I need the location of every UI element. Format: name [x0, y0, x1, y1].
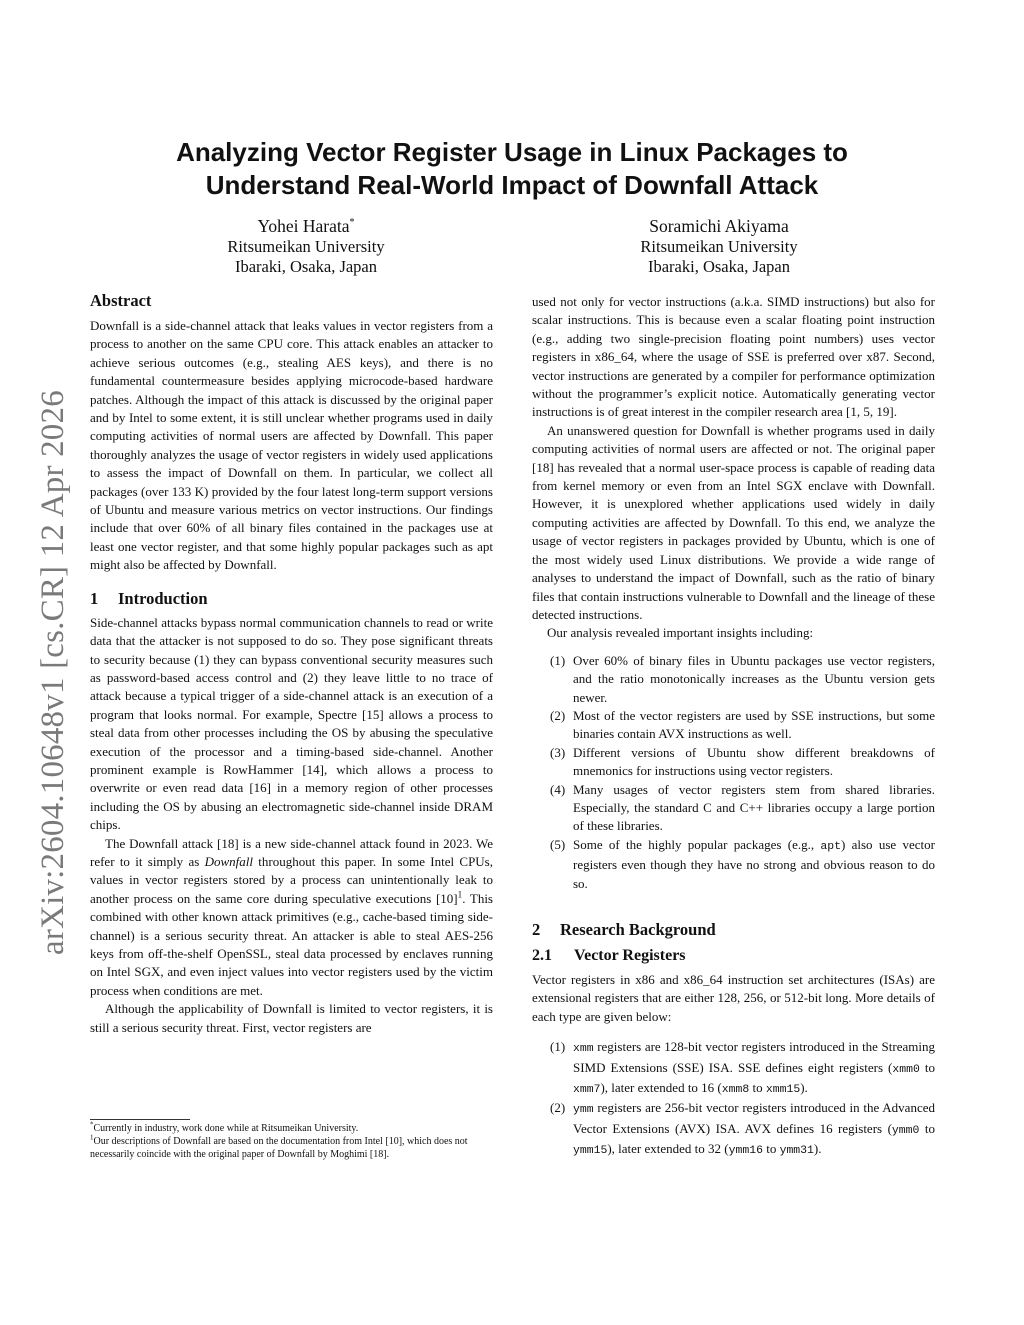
author-footnote-mark: * — [349, 217, 355, 229]
right-column — [532, 293, 935, 1161]
intro-paragraph: used not only for vector instructions (a.k.a. SIMD instructions) but also for scalar instructions. This is because even a scalar floating point instruction (e.g., adding two single-precision floating point numbers) uses vector registers in x86_64, where the usage of SSE is preferred over x87. Second, vector instructions are generated by a compiler for performance optimization without the programmer’s explicit notice. Automatically generating vector instructions is of great interest in the compiler research area [1, 5, 19]. — [532, 294, 935, 420]
list-item: (3) Different versions of Ubuntu show different breakdowns of mnemonics for instructions using vector registers. — [550, 744, 935, 779]
list-item: (2) Most of the vector registers are used by SSE instructions, but some binaries contain AVX instructions as well. — [550, 707, 935, 742]
section-heading-background: 2 Research Background — [532, 920, 716, 939]
title-line-1: Analyzing Vector Register Usage in Linux Packages to — [176, 137, 848, 167]
list-item: (2) ymm registers are 256-bit vector registers introduced in the Advanced Vector Extensions (AVX) ISA. AVX defines 16 registers (ymm0 to ymm15), later extended to 32 (ymm16 to ymm31). — [550, 1100, 935, 1158]
list-item: (1) Over 60% of binary files in Ubuntu packages use vector registers, and the ratio monotonically increases as the Ubuntu version gets newer. — [550, 652, 935, 705]
intro-paragraph: Our analysis revealed important insights including: — [547, 625, 814, 641]
paper-title — [60, 136, 964, 202]
author-name: Soramichi Akiyama — [649, 216, 789, 236]
left-column — [90, 290, 493, 1037]
list-item: (5) Some of the highly popular packages (e.g., apt) also use vector registers even though they have no strong and obvious reason to do so. — [550, 836, 935, 891]
author-affiliation: Ritsumeikan University — [227, 237, 385, 256]
list-item: (4) Many usages of vector registers stem from shared libraries. Especially, the standard C and C++ libraries occupy a large portion of these libraries. — [550, 781, 935, 834]
abstract-text: Downfall is a side-channel attack that leaks values in vector registers from a process to another on the same CPU core. This attack enables an attacker to achieve serious outcomes (e.g., stealing AES keys), and there is no fundamental countermeasure besides applying microcode-based hardware patches. Although the impact of this attack is discussed by the original paper and by Intel to some extent, it is still unclear whether programs used in daily computing activities of normal users are affected by Downfall. This paper thoroughly analyzes the usage of vector registers in widely used applications to assess the impact of Downfall on them. In particular, we collect all packages (over 133 K) provided by the four latest long-term support versions of Ubuntu and measure various metrics on vector instructions. Our findings include that over 60% of all binary files contained in the packages use at least one vector register, and that some highly popular packages such as apt might also be affected by Downfall. — [90, 318, 493, 573]
intro-paragraph: The Downfall attack [18] is a new side-channel attack found in 2023. We refer to it simply as Downfall throughout this paper. In some Intel CPUs, values in vector registers stored by a process can unintentionally leak to another process on the same core during speculative executions $[10]^1$. This combined with other known attack primitives (e.g., cache-based timing side-channel) is a serious security threat. An attacker is able to steal AES-256 keys from off-the-shelf OpenSSL, steal data processed by enclaves running on Intel SGX, and even inject values into vector registers used by the victim process when conditions are met. — [90, 835, 493, 998]
author-block-2 — [519, 216, 919, 277]
arxiv-identifier: arXiv:2604.10648v1 [cs.CR] 12 Apr 2026 — [35, 390, 71, 955]
author-name: Yohei Harata* — [257, 216, 355, 236]
footnote-author: *Currently in industry, work done while at Ritsumeikan University. — [90, 1120, 359, 1134]
author-block-1 — [106, 216, 506, 277]
author-location: Ibaraki, Osaka, Japan — [647, 257, 791, 276]
abstract-heading: Abstract — [90, 291, 152, 310]
subsection-heading-vector-registers: 2.1 Vector Registers — [532, 947, 686, 964]
author-location: Ibaraki, Osaka, Japan — [234, 257, 378, 276]
footnote-1: $^1$Our descriptions of Downfall are based on the documentation from Intel [10], which does not necessarily coincide with the original paper of Downfall by Moghimi [18]. — [90, 1133, 468, 1160]
register-types-list — [532, 1038, 935, 1160]
author-affiliation: Ritsumeikan University — [640, 237, 798, 256]
footnote-rule — [90, 1119, 190, 1120]
intro-paragraph: Although the applicability of Downfall is limited to vector registers, it is still a serious security threat. First, vector registers are — [90, 1001, 493, 1035]
background-paragraph: Vector registers in x86 and x86_64 instruction set architectures (ISAs) are extensional registers that are either 128, 256, or 512-bit long. More details of each type are given below: — [532, 972, 935, 1024]
intro-paragraph: An unanswered question for Downfall is whether programs used in daily computing activities of normal users are affected or not. The original paper [18] has revealed that a normal user-space process is capable of reading data from kernel memory or even from an Intel SGX enclave with Downfall. However, it is unexplored whether applications used widely in daily computing activities are affected by Downfall. To this end, we analyze the usage of vector registers in packages provided by Ubuntu, which is one of the most widely used Linux distributions. We provide a wide range of analyses to understand the impact of Downfall, such as the ratio of binary files that contain instructions vulnerable to Downfall and the lineage of these detected instructions. — [532, 422, 935, 622]
footnotes — [90, 1119, 493, 1161]
intro-paragraph: Side-channel attacks bypass normal communication channels to read or write data that the attacker is not supposed to do so. They pose significant threats to security because (1) they can bypass conventional security measures such as password-based access control and (2) they leave little to no trace of attack because a typical trigger of a side-channel attack is an execution of a program that looks normal. For example, Spectre [15] allows a process to steal data from other processes including the OS by abusing the speculative execution of the processor and a timing-based side-channel. Another prominent example is RowHammer [14], which allows a process to overwrite or even read data [16] in a memory region of other processes including the OS by abusing an electromagnetic side-channel inside DRAM chips. — [90, 614, 493, 833]
findings-list — [532, 652, 935, 893]
list-item: (1) xmm registers are 128-bit vector registers introduced in the Streaming SIMD Extensions (SSE) ISA. SSE defines eight registers (xmm0 to xmm7), later extended to 16 (xmm8 to xmm15). — [550, 1039, 935, 1097]
section-heading-introduction: 1 Introduction — [90, 588, 208, 608]
title-line-2: Understand Real-World Impact of Downfall Attack — [205, 170, 819, 200]
footnote-ref: 1 — [457, 889, 463, 900]
